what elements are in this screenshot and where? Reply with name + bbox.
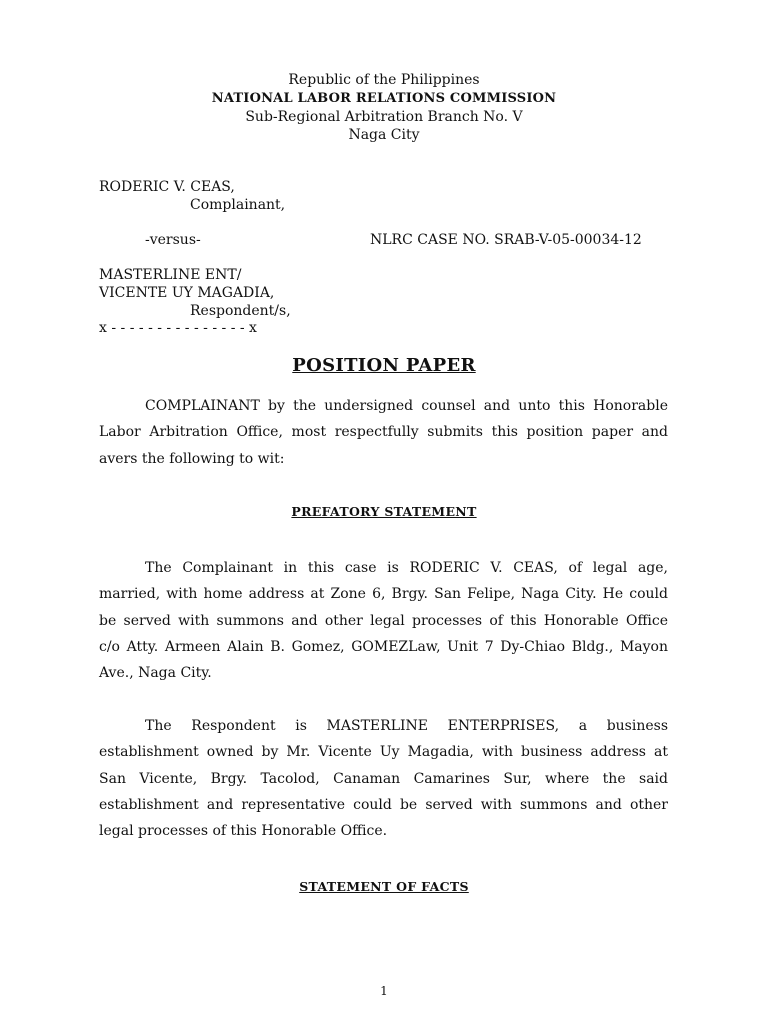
paragraph-line: The Respondent is MASTERLINE ENTERPRISES, a business bbox=[145, 718, 668, 734]
intro-line: COMPLAINANT by the undersigned counsel and unto this Honorable bbox=[145, 398, 668, 414]
complainant-role: Complainant, bbox=[190, 197, 286, 213]
respondent-line-1: MASTERLINE ENT/ bbox=[99, 267, 242, 283]
page-number: 1 bbox=[380, 984, 388, 998]
intro-line: Labor Arbitration Office, most respectfully submits this position paper and bbox=[99, 424, 668, 441]
header-republic: Republic of the Philippines bbox=[288, 72, 480, 88]
paragraph-line: c/o Atty. Armeen Alain B. Gomez, GOMEZLaw, Unit 7 Dy-Chiao Bldg., Mayon bbox=[99, 638, 668, 655]
paragraph-line: Ave., Naga City. bbox=[99, 665, 212, 682]
caption-divider: x - - - - - - - - - - - - - - - x bbox=[99, 320, 257, 336]
paragraph-line: establishment and representative could be served with summons and other bbox=[99, 796, 668, 813]
complainant-paragraph bbox=[99, 555, 668, 686]
respondent-paragraph bbox=[99, 713, 668, 844]
paragraph-line: legal processes of this Honorable Office. bbox=[99, 823, 388, 840]
paragraph-line: be served with summons and other legal processes of this Honorable Office bbox=[99, 612, 668, 629]
header-city: Naga City bbox=[348, 127, 420, 143]
complainant-name: RODERIC V. CEAS, bbox=[99, 179, 235, 195]
respondent-line-2: VICENTE UY MAGADIA, bbox=[99, 285, 275, 301]
paragraph-line: establishment owned by Mr. Vicente Uy Magadia, with business address at bbox=[99, 744, 668, 761]
respondent-role: Respondent/s, bbox=[190, 303, 291, 319]
versus-label: -versus- bbox=[145, 232, 201, 248]
paragraph-line: married, with home address at Zone 6, Brgy. San Felipe, Naga City. He could bbox=[99, 586, 668, 603]
facts-heading: STATEMENT OF FACTS bbox=[299, 879, 469, 894]
intro-paragraph bbox=[99, 393, 668, 472]
intro-line: avers the following to wit: bbox=[99, 450, 285, 467]
prefatory-heading: PREFATORY STATEMENT bbox=[291, 504, 477, 519]
paragraph-line: San Vicente, Brgy. Tacolod, Canaman Camarines Sur, where the said bbox=[99, 770, 668, 787]
document-title: POSITION PAPER bbox=[292, 355, 476, 376]
paragraph-line: The Complainant in this case is RODERIC V. CEAS, of legal age, bbox=[145, 560, 668, 576]
header-commission: NATIONAL LABOR RELATIONS COMMISSION bbox=[211, 91, 557, 106]
header-branch: Sub-Regional Arbitration Branch No. V bbox=[245, 109, 523, 125]
case-number: NLRC CASE NO. SRAB-V-05-00034-12 bbox=[370, 232, 642, 248]
